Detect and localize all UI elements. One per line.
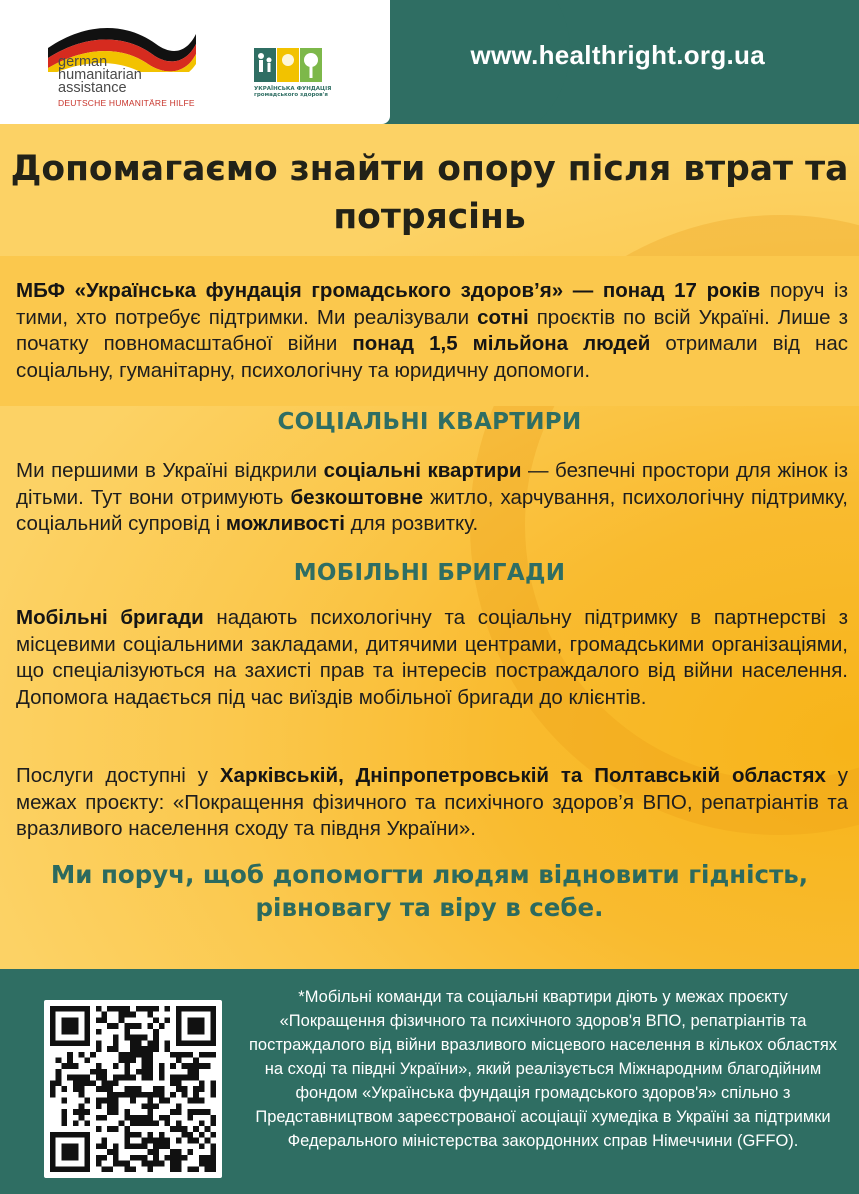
foundation-emblem-icon xyxy=(254,46,324,86)
text-run: для розвитку. xyxy=(344,512,479,535)
bold-text: соціальні квартири xyxy=(323,459,522,482)
main-title: Допомагаємо знайти опору після втрат та потрясінь xyxy=(10,149,849,237)
brand-text xyxy=(58,56,195,108)
text-run: у межах проєкту: «Покращення фізичного та психічного здоров’я ВПО, репатріантів та вразливого населення сходу та півдня України». xyxy=(16,764,848,840)
bold-text: Мобільні бригади xyxy=(16,606,204,629)
footnote: *Мобільні команди та соціальні квартири діють у межах проєкту «Покращення фізичного та психічного здоров'я ВПО, репатріантів та постраждалого від війни вразливого місцевого населення в кількох областях на сході та півдні України», який реалізується Міжнародним благодійним фондом «Українська фундація громадського здоров'я» спільно з Представництвом зареєстрованої асоціації хумедіка в Україні за підтримки Федерального міністерства закордонних справ Німеччини (GFFO). xyxy=(248,988,837,1150)
header-bar xyxy=(0,0,859,124)
brand-subtitle: DEUTSCHE HUMANITÄRE HILFE xyxy=(58,98,195,108)
text-run: — безпечні простори для жінок із дітьми. Тут вони отримують xyxy=(16,459,848,509)
social-apartments-heading: СОЦІАЛЬНІ КВАРТИРИ xyxy=(277,409,582,435)
text-run: поруч із тими, хто потребує підтримки. Ми реалізували xyxy=(16,279,848,329)
bold-text: сотні xyxy=(477,305,529,329)
brand-name: german humanitarian assistance xyxy=(58,54,142,96)
slogan: Ми поруч, щоб допомогти людям відновити гідність, рівновагу та віру в себе. xyxy=(50,860,809,922)
ukrainian-foundation-logo xyxy=(254,46,334,110)
bold-text: понад 1,5 мільйона людей xyxy=(352,332,651,355)
services-paragraph xyxy=(16,763,848,843)
qr-code-icon[interactable] xyxy=(44,1000,222,1178)
text-run: проєктів по всій Україні. Лише з початку повномасштабної війни xyxy=(16,305,848,355)
logo-panel xyxy=(0,0,390,124)
foundation-caption: УКРАЇНСЬКА ФУНДАЦІЯ громадського здоров'я xyxy=(254,86,332,98)
german-humanitarian-assistance-logo xyxy=(42,14,212,114)
text-run: надають психологічну та соціальну підтримку в партнерстві з місцевими соціальними закладами, дитячими центрами, громадськими організаціями, що спеціалізуються на захисті прав та інтересів постраждалого від війни населення. Допомога надається під час виїздів мобільної бригади до клієнтів. xyxy=(16,606,848,709)
mobile-teams-paragraph xyxy=(16,605,848,711)
text-run: отримали від нас соціальну, гуманітарну, психологічну та юридичну допомоги. xyxy=(16,332,848,382)
qr-code-graphic xyxy=(50,1006,216,1172)
social-apartments-paragraph xyxy=(16,458,848,538)
intro-paragraph xyxy=(16,278,848,384)
bold-text: Харківській, Дніпропетровській та Полтавській областях xyxy=(219,764,826,787)
bold-text: безкоштовне xyxy=(290,485,424,509)
text-run: житло, харчування, психологічну підтримку, соціальний супровід і xyxy=(16,485,849,535)
text-run: Послуги доступні у xyxy=(16,764,220,787)
bold-text: можливості xyxy=(225,512,345,535)
bold-text: МБФ «Українська фундація громадського здоров’я» — понад 17 років xyxy=(16,279,761,302)
text-run: Ми першими в Україні відкрили xyxy=(16,459,324,482)
website-link[interactable]: www.healthright.org.ua xyxy=(470,40,765,70)
mobile-teams-heading: МОБІЛЬНІ БРИГАДИ xyxy=(293,560,566,586)
